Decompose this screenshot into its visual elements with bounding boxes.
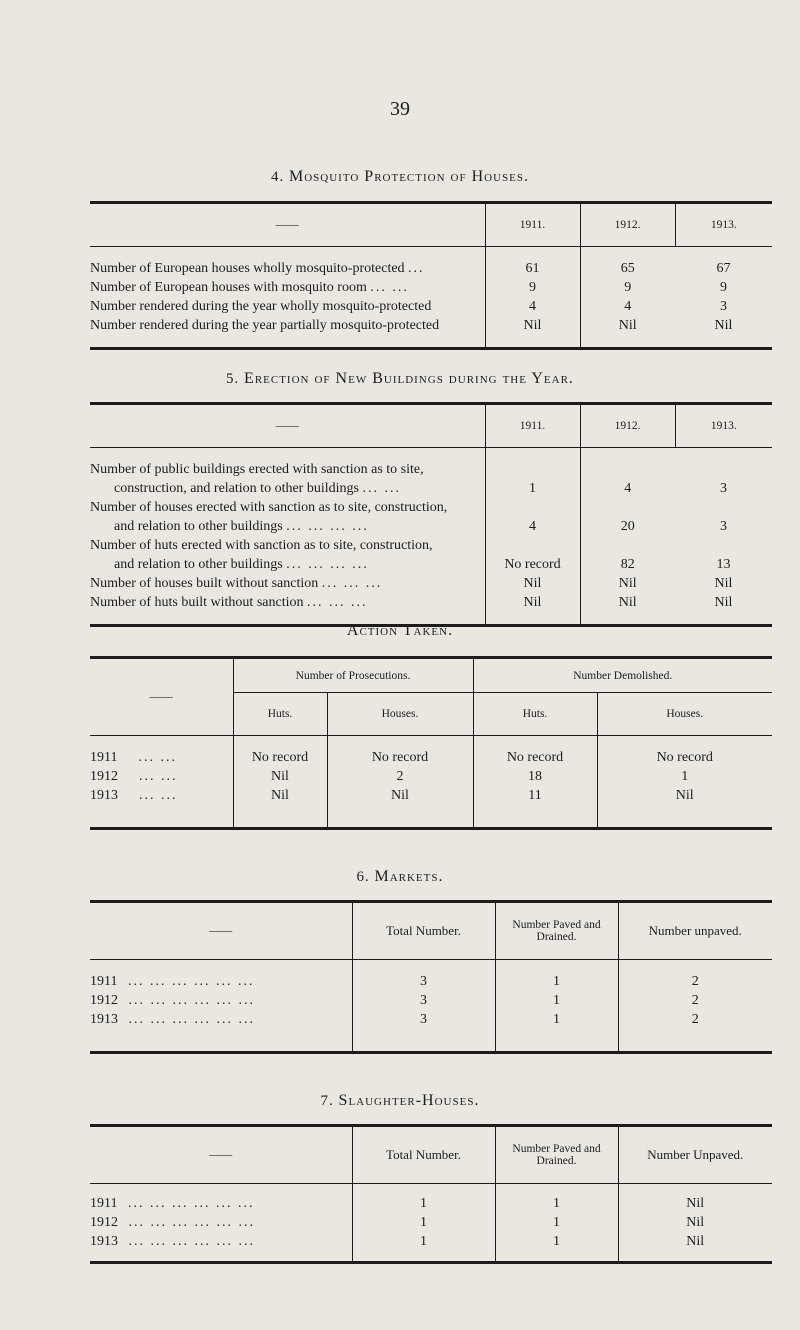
section4-year-1913: 1913. (675, 203, 772, 247)
action-sub-houses: Houses. (597, 693, 772, 736)
leader-dots: ... ... ... ... ... ... (127, 1195, 255, 1211)
row-year: 1912 (90, 1214, 118, 1230)
cell: Nil (714, 594, 733, 610)
table-row (90, 498, 772, 517)
action-sub-huts: Huts. (473, 693, 597, 736)
row-label-line2: construction, and relation to other buildings (114, 480, 359, 496)
row-label-line1: Number of huts erected with sanction as to site, construction, (90, 537, 433, 553)
cell: No record (597, 748, 772, 767)
cell: 18 (473, 767, 597, 786)
markets-col-paved: Number Paved and Drained. (495, 902, 618, 960)
slaughter-table (90, 1124, 772, 1264)
cell: 1 (352, 1232, 495, 1263)
section5-table (90, 402, 772, 627)
leader-dots: ... ... ... ... (286, 556, 369, 572)
section5-year-1913: 1913. (675, 404, 772, 448)
leader-dots: ... ... ... (321, 575, 383, 591)
section5-title: Erection of New Buildings during the Year. (244, 370, 574, 387)
cell: 20 (580, 517, 675, 536)
section4-number: 4. (271, 169, 285, 185)
cell: 9 (485, 278, 580, 297)
cell: Nil (714, 317, 733, 333)
row-year: 1911 (90, 1195, 118, 1211)
page-number: 39 (390, 98, 410, 120)
leader-dots: ... ... ... ... ... ... (128, 1011, 255, 1027)
table-row (90, 278, 772, 297)
cell: Nil (485, 593, 580, 626)
cell: 1 (352, 1213, 495, 1232)
row-year: 1913 (90, 787, 118, 803)
table-row (90, 991, 772, 1010)
cell: 61 (485, 259, 580, 278)
cell: 1 (352, 1194, 495, 1213)
cell: No record (233, 748, 327, 767)
cell: No record (327, 748, 473, 767)
section5-heading (0, 370, 800, 388)
cell: 2 (618, 1010, 772, 1053)
table-row (90, 1232, 772, 1263)
markets-col-total: Total Number. (352, 902, 495, 960)
table-row (90, 1194, 772, 1213)
section4-year-1911: 1911. (485, 203, 580, 247)
cell: 4 (485, 297, 580, 316)
section5-number: 5. (226, 371, 240, 387)
cell: 4 (485, 517, 580, 536)
table-row (90, 972, 772, 991)
row-label: Number rendered during the year partially mosquito-protected (90, 317, 440, 333)
action-header-blank: —— (90, 658, 233, 736)
table-row (90, 767, 772, 786)
row-year: 1912 (90, 768, 118, 784)
markets-col-unpaved: Number unpaved. (618, 902, 772, 960)
cell: 1 (495, 972, 618, 991)
leader-dots: ... (408, 260, 425, 276)
cell: 3 (720, 298, 727, 314)
table-row (90, 460, 772, 479)
leader-dots: ... ... (370, 279, 409, 295)
cell: 3 (352, 1010, 495, 1053)
cell: No record (485, 555, 580, 574)
leader-dots: ... ... (138, 749, 177, 765)
cell: 1 (495, 1213, 618, 1232)
cell: 1 (495, 991, 618, 1010)
slaughter-title: Slaughter-Houses. (338, 1092, 480, 1109)
markets-heading (0, 868, 800, 886)
slaughter-col-unpaved: Number Unpaved. (618, 1126, 772, 1184)
cell: Nil (327, 786, 473, 829)
cell: 67 (716, 260, 731, 276)
table-row (90, 297, 772, 316)
cell: 9 (580, 278, 675, 297)
cell: Nil (618, 1232, 772, 1263)
table-row (90, 555, 772, 574)
slaughter-col-total: Total Number. (352, 1126, 495, 1184)
cell: 13 (716, 556, 731, 572)
cell: 2 (327, 767, 473, 786)
leader-dots: ... ... ... ... ... ... (127, 973, 255, 989)
section4-table (90, 201, 772, 350)
action-table (90, 656, 772, 830)
table-row (90, 748, 772, 767)
row-label: Number rendered during the year wholly mosquito-protected (90, 298, 432, 314)
section4-year-1912: 1912. (580, 203, 675, 247)
section5-year-1911: 1911. (485, 404, 580, 448)
section5-year-1912: 1912. (580, 404, 675, 448)
slaughter-number: 7. (320, 1093, 334, 1109)
action-sub-huts: Huts. (233, 693, 327, 736)
table-row (90, 1213, 772, 1232)
cell: Nil (618, 1194, 772, 1213)
row-year: 1911 (90, 749, 118, 765)
action-heading (0, 622, 800, 640)
row-year: 1913 (90, 1011, 118, 1027)
cell: Nil (618, 1213, 772, 1232)
cell: Nil (233, 767, 327, 786)
cell: 2 (618, 991, 772, 1010)
cell: 2 (618, 972, 772, 991)
cell: 4 (580, 479, 675, 498)
section4-header-blank: —— (90, 203, 485, 247)
cell: 3 (352, 991, 495, 1010)
slaughter-col-paved: Number Paved and Drained. (495, 1126, 618, 1184)
markets-table (90, 900, 772, 1054)
cell: 82 (580, 555, 675, 574)
leader-dots: ... ... ... ... ... ... (128, 992, 255, 1008)
table-row (90, 1010, 772, 1053)
cell: 9 (720, 279, 727, 295)
section4-title: Mosquito Protection of Houses. (289, 168, 529, 185)
cell: 1 (495, 1194, 618, 1213)
cell: Nil (485, 316, 580, 349)
cell: 11 (473, 786, 597, 829)
cell: 3 (352, 972, 495, 991)
cell: 1 (495, 1010, 618, 1053)
table-row (90, 574, 772, 593)
table-row (90, 517, 772, 536)
cell: 3 (720, 480, 727, 496)
cell: Nil (714, 575, 733, 591)
table-row (90, 593, 772, 626)
leader-dots: ... ... (139, 787, 178, 803)
row-label-line1: Number of public buildings erected with sanction as to site, (90, 461, 424, 477)
table-row (90, 316, 772, 349)
markets-header-blank: —— (90, 902, 352, 960)
cell: 4 (580, 297, 675, 316)
leader-dots: ... ... (362, 480, 401, 496)
row-label-line2: and relation to other buildings (114, 556, 283, 572)
row-label: Number of houses built without sanction (90, 575, 319, 591)
row-year: 1913 (90, 1233, 118, 1249)
row-label-line2: and relation to other buildings (114, 518, 283, 534)
row-year: 1911 (90, 973, 118, 989)
cell: Nil (233, 786, 327, 829)
cell: No record (473, 748, 597, 767)
row-label-line1: Number of houses erected with sanction as to site, construction, (90, 499, 448, 515)
section5-header-blank: —— (90, 404, 485, 448)
slaughter-heading (0, 1092, 800, 1110)
action-group-demolished: Number Demolished. (473, 658, 772, 693)
action-sub-houses: Houses. (327, 693, 473, 736)
cell: Nil (485, 574, 580, 593)
markets-title: Markets. (374, 868, 444, 885)
table-row (90, 259, 772, 278)
row-label: Number of European houses with mosquito room (90, 279, 367, 295)
leader-dots: ... ... (139, 768, 178, 784)
slaughter-header-blank: —— (90, 1126, 352, 1184)
row-year: 1912 (90, 992, 118, 1008)
cell: 1 (485, 479, 580, 498)
leader-dots: ... ... ... ... ... ... (128, 1214, 255, 1230)
table-row (90, 536, 772, 555)
row-label: Number of European houses wholly mosquito-protected (90, 260, 405, 276)
action-group-prosecutions: Number of Prosecutions. (233, 658, 473, 693)
cell: 1 (495, 1232, 618, 1263)
table-row (90, 479, 772, 498)
action-title: Action Taken. (346, 622, 454, 639)
cell: Nil (580, 316, 675, 349)
row-label: Number of huts built without sanction (90, 594, 304, 610)
cell: Nil (580, 593, 675, 626)
leader-dots: ... ... ... ... (286, 518, 369, 534)
cell: 65 (580, 259, 675, 278)
section4-heading (0, 168, 800, 186)
markets-number: 6. (356, 869, 370, 885)
cell: Nil (580, 574, 675, 593)
cell: 1 (597, 767, 772, 786)
cell: 3 (720, 518, 727, 534)
leader-dots: ... ... ... (306, 594, 368, 610)
table-row (90, 786, 772, 829)
leader-dots: ... ... ... ... ... ... (128, 1233, 255, 1249)
cell: Nil (597, 786, 772, 829)
